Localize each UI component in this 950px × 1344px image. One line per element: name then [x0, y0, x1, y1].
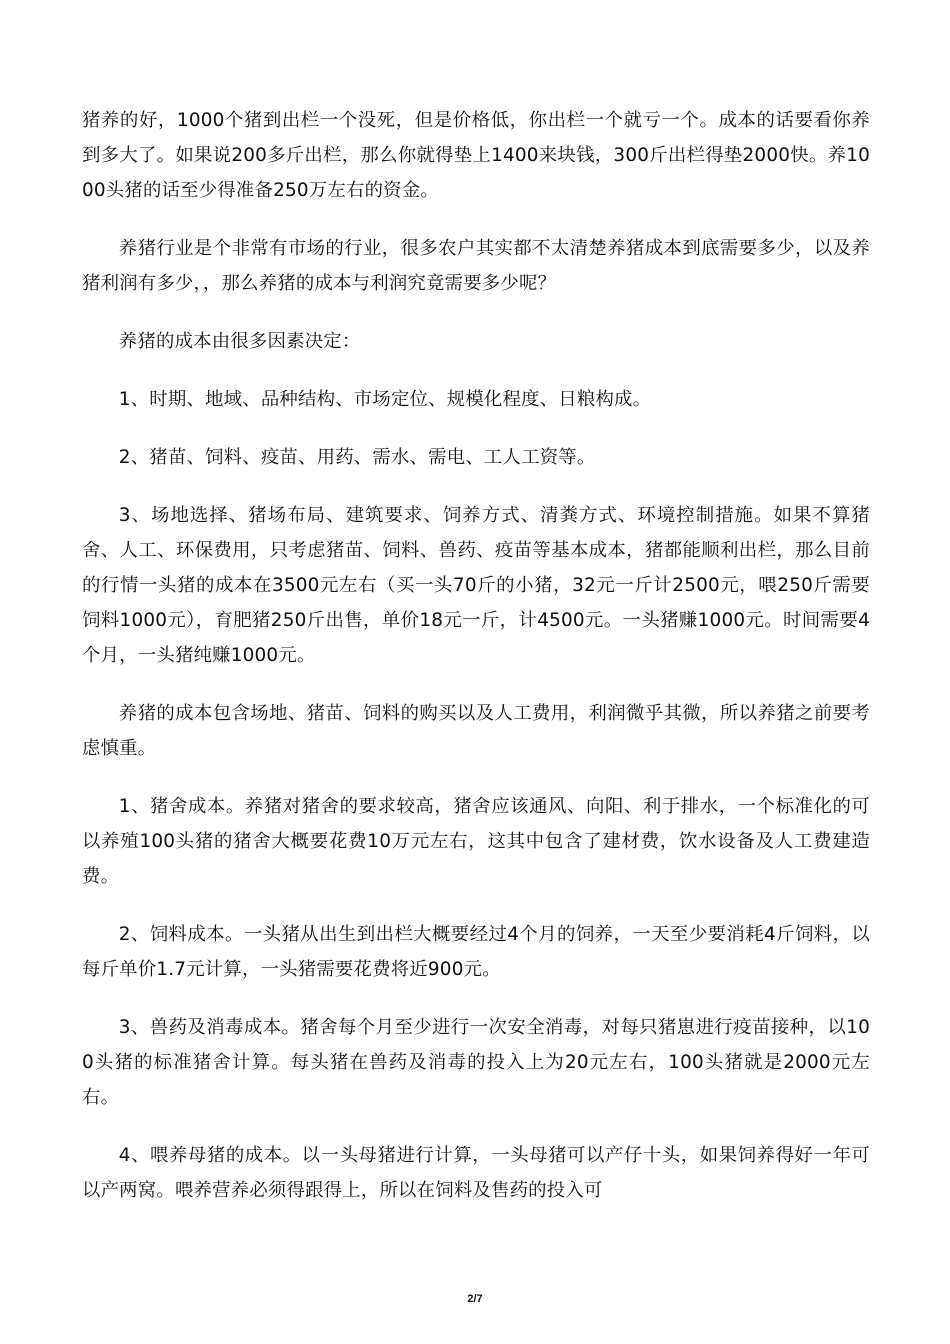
list-item-feed-cost: 2、饲料成本。一头猪从出生到出栏大概要经过4个月的饲养，一天至少要消耗4斤饲料，以每斤单价1.7元计算，一头猪需要花费将近900元。 [82, 924, 870, 980]
paragraph-cost-summary: 养猪的成本包含场地、猪苗、饲料的购买以及人工费用，利润微乎其微，所以养猪之前要考虑慎重。 [82, 703, 870, 759]
page-number: 2/7 [467, 1293, 483, 1305]
list-item-pigsty-cost: 1、猪舍成本。养猪对猪舍的要求较高，猪舍应该通风、向阳、利于排水，一个标准化的可以养殖100头猪的猪舍大概要花费10万元左右，这其中包含了建材费，饮水设备及人工费建造费。 [82, 796, 870, 887]
document-body [82, 103, 870, 1231]
paragraph-factors-heading: 养猪的成本由很多因素决定： [118, 331, 361, 352]
paragraph-industry: 养猪行业是个非常有市场的行业，很多农户其实都不太清楚养猪成本到底需要多少，以及养猪利润有多少，，那么养猪的成本与利润究竟需要多少呢？ [82, 238, 870, 294]
paragraph-intro: 猪养的好，1000个猪到出栏一个没死，但是价格低，你出栏一个就亏一个。成本的话要看你养到多大了。如果说200多斤出栏，那么你就得垫上1400来块钱，300斤出栏得垫2000快。养1000头猪的话至少得准备250万左右的资金。 [82, 110, 870, 201]
list-item-factor-2: 2、猪苗、饲料、疫苗、用药、需水、需电、工人工资等。 [118, 447, 596, 468]
list-item-sow-cost: 4、喂养母猪的成本。以一头母猪进行计算，一头母猪可以产仔十头，如果饲养得好一年可以产两窝。喂养营养必须得跟得上，所以在饲料及售药的投入可 [82, 1145, 870, 1201]
list-item-factor-1: 1、时期、地域、品种结构、市场定位、规模化程度、日粮构成。 [118, 389, 652, 410]
list-item-vet-cost: 3、兽药及消毒成本。猪舍每个月至少进行一次安全消毒，对每只猪崽进行疫苗接种，以100头猪的标准猪舍计算。每头猪在兽药及消毒的投入上为20元左右，100头猪就是2000元左右。 [82, 1017, 870, 1108]
list-item-factor-3: 3、场地选择、猪场布局、建筑要求、饲养方式、清粪方式、环境控制措施。如果不算猪舍、人工、环保费用，只考虑猪苗、饲料、兽药、疫苗等基本成本，猪都能顺利出栏，那么目前的行情一头猪的成本在3500元左右（买一头70斤的小猪，32元一斤计2500元，喂250斤需要饲料1000元），育肥猪250斤出售，单价18元一斤，计4500元。一头猪赚1000元。时间需要4个月，一头猪纯赚1000元。 [82, 505, 870, 666]
